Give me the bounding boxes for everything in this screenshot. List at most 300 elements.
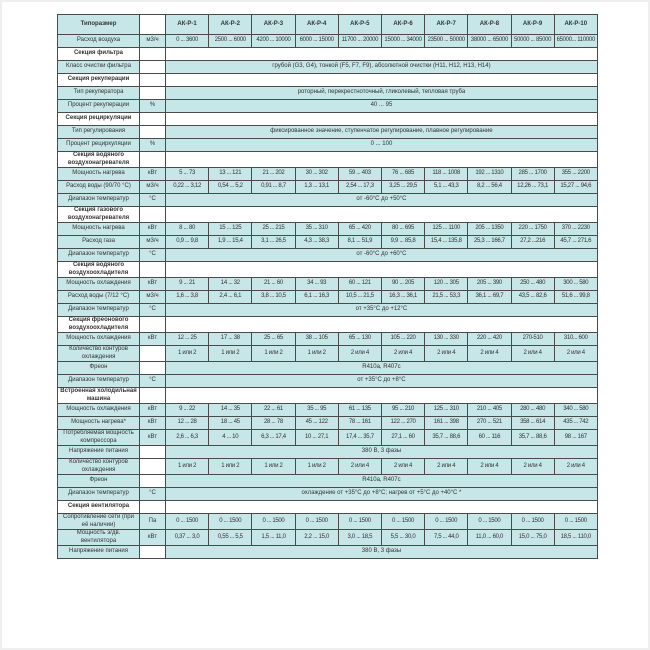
row-value: 161 ... 398 [425, 417, 468, 430]
row-value: 7,5 ... 44,0 [425, 530, 468, 546]
row-label: Процент рекуперации [58, 100, 140, 113]
row-value: 0 ... 1500 [425, 514, 468, 530]
row-unit: % [140, 100, 166, 113]
row-unit: кВт [140, 278, 166, 291]
table-row [58, 100, 598, 113]
row-value: 2,54 ... 17,3 [338, 181, 381, 194]
model-column-header: АК-Р-7 [425, 15, 468, 35]
row-unit: °С [140, 194, 166, 207]
row-value: 2 или 4 [425, 346, 468, 362]
row-value: 25 ... 65 [252, 333, 295, 346]
row-unit [140, 262, 166, 278]
row-value: 130 ... 330 [425, 333, 468, 346]
row-value: 205 ... 1350 [468, 223, 511, 236]
row-value: 35,7 ... 88,6 [511, 430, 554, 446]
row-span-value: 380 В, 3 фазы [166, 546, 598, 559]
row-value: 2 или 4 [381, 459, 424, 475]
spec-table [57, 14, 598, 559]
row-value: 45 ... 122 [295, 417, 338, 430]
row-span-value: 380 В, 3 фазы [166, 446, 598, 459]
row-value: 2 или 4 [425, 459, 468, 475]
row-value: 18 ... 45 [209, 417, 252, 430]
row-unit [140, 113, 166, 126]
table-row [58, 194, 598, 207]
section-row [58, 74, 598, 87]
row-unit: °С [140, 488, 166, 501]
row-value: 30 ... 302 [295, 168, 338, 181]
row-value: 8,2 ... 56,4 [468, 181, 511, 194]
row-value: 0 ... 1500 [166, 514, 209, 530]
row-span-value: R410a, R407c [166, 362, 598, 375]
table-row [58, 333, 598, 346]
row-value: 23500 ... 50000 [425, 35, 468, 48]
row-value: 270-510 [511, 333, 554, 346]
row-value: 340 ... 580 [554, 404, 597, 417]
section-row [58, 388, 598, 404]
row-value: 192 ... 1310 [468, 168, 511, 181]
row-label: Диапазон температур [58, 304, 140, 317]
row-unit [140, 74, 166, 87]
row-label: Класс очистки фильтра [58, 61, 140, 74]
row-value: 21,5 ... 53,3 [425, 291, 468, 304]
row-unit [140, 61, 166, 74]
table-row [58, 514, 598, 530]
table-row [58, 446, 598, 459]
row-label: Фреон [58, 475, 140, 488]
row-value: 0,55 ... 5,5 [209, 530, 252, 546]
row-value: 3,8 ... 10,5 [252, 291, 295, 304]
row-span-value: фиксированное значение, ступенчатое регулирование, плавное регулирование [166, 126, 598, 139]
row-label: Встроенная холодильная машина [58, 388, 140, 404]
row-value: 59 ... 403 [338, 168, 381, 181]
section-row [58, 501, 598, 514]
model-column-header: АК-Р-1 [166, 15, 209, 35]
table-row [58, 61, 598, 74]
row-span-value: от +35°С до +12°С [166, 304, 598, 317]
row-label: Расход воды (90/70 °С) [58, 181, 140, 194]
row-value: 220 ... 420 [468, 333, 511, 346]
row-unit [140, 152, 166, 168]
section-empty-cell [166, 501, 598, 514]
row-value: 205 ... 390 [468, 278, 511, 291]
table-row [58, 362, 598, 375]
table-row [58, 459, 598, 475]
row-value: 125 ... 1100 [425, 223, 468, 236]
row-value: 15 ... 125 [209, 223, 252, 236]
row-unit: кВт [140, 223, 166, 236]
row-value: 50000 ... 85000 [511, 35, 554, 48]
row-label: Количество контуров охлаждения [58, 346, 140, 362]
row-unit [140, 362, 166, 375]
row-value: 2,4 ... 6,1 [209, 291, 252, 304]
row-value: 9,9 ... 85,8 [381, 236, 424, 249]
row-label: Диапазон температур [58, 194, 140, 207]
row-label: Мощность нагрева* [58, 417, 140, 430]
header-row [58, 15, 598, 35]
row-span-value: от -60°С до +50°С [166, 194, 598, 207]
row-value: 16,3 ... 36,1 [381, 291, 424, 304]
table-row [58, 417, 598, 430]
section-empty-cell [166, 388, 598, 404]
table-row [58, 278, 598, 291]
table-row [58, 126, 598, 139]
row-value: 355 ... 2200 [554, 168, 597, 181]
row-value: 4200 ... 10000 [252, 35, 295, 48]
row-value: 25,3 ... 166,7 [468, 236, 511, 249]
row-value: 10 ... 27,1 [295, 430, 338, 446]
row-label: Напряжение питания [58, 546, 140, 559]
row-span-value: 0 ... 100 [166, 139, 598, 152]
row-value: 60 ... 116 [468, 430, 511, 446]
row-value: 2 или 4 [511, 346, 554, 362]
row-span-value: 40 ... 95 [166, 100, 598, 113]
row-unit [140, 388, 166, 404]
row-value: 2 или 4 [554, 459, 597, 475]
row-value: 0,37 ... 3,0 [166, 530, 209, 546]
row-value: 35,7 ... 88,6 [425, 430, 468, 446]
row-value: 95 ... 210 [381, 404, 424, 417]
row-value: 17,4 ... 35,7 [338, 430, 381, 446]
table-row [58, 475, 598, 488]
row-value: 2500 ... 6000 [209, 35, 252, 48]
row-value: 45,7 ... 271,6 [554, 236, 597, 249]
row-value: 210 ... 405 [468, 404, 511, 417]
row-value: 3,0 ... 18,5 [338, 530, 381, 546]
row-value: 43,5 ... 82,6 [511, 291, 554, 304]
row-span-value: охлаждение от +35°С до +8°С; нагрев от +5°С до +40°С * [166, 488, 598, 501]
row-value: 3,25 ... 29,5 [381, 181, 424, 194]
model-column-header: АК-Р-6 [381, 15, 424, 35]
row-unit [140, 126, 166, 139]
row-value: 27,1 ... 60 [381, 430, 424, 446]
row-value: 76 ... 685 [381, 168, 424, 181]
row-value: 12 ... 25 [166, 333, 209, 346]
row-value: 435 ... 742 [554, 417, 597, 430]
row-value: 1 или 2 [252, 346, 295, 362]
row-value: 51,6 ... 99,8 [554, 291, 597, 304]
row-unit [140, 346, 166, 362]
row-span-value: от +35°С до +8°С [166, 375, 598, 388]
table-row [58, 168, 598, 181]
row-label: Количество контуров охлаждения [58, 459, 140, 475]
row-value: 15,27 ... 94,6 [554, 181, 597, 194]
row-label: Мощность охлаждения [58, 333, 140, 346]
row-value: 0,91 ... 8,7 [252, 181, 295, 194]
row-unit: Па [140, 514, 166, 530]
row-label: Мощность нагрева [58, 223, 140, 236]
row-label: Секция фреонового воздухоохладителя [58, 317, 140, 333]
table-row [58, 223, 598, 236]
row-label: Секция газового воздухонагревателя [58, 207, 140, 223]
row-unit: м3/ч [140, 181, 166, 194]
row-value: 38 ... 105 [295, 333, 338, 346]
row-value: 1 или 2 [166, 459, 209, 475]
model-column-header: АК-Р-10 [554, 15, 597, 35]
row-value: 0 ... 1500 [381, 514, 424, 530]
section-empty-cell [166, 152, 598, 168]
row-label: Напряжение питания [58, 446, 140, 459]
table-row [58, 249, 598, 262]
row-value: 1 или 2 [252, 459, 295, 475]
row-value: 78 ... 161 [338, 417, 381, 430]
row-unit: °С [140, 375, 166, 388]
row-label: Секция фильтра [58, 48, 140, 61]
row-span-value: роторный, перекрестноточный, гликолевый, тепловая труба [166, 87, 598, 100]
table-row [58, 375, 598, 388]
row-unit: кВт [140, 333, 166, 346]
row-value: 0 ... 1500 [295, 514, 338, 530]
row-unit [140, 459, 166, 475]
row-value: 14 ... 35 [209, 404, 252, 417]
row-value: 2,2 ... 15,0 [295, 530, 338, 546]
row-unit: кВт [140, 530, 166, 546]
row-value: 4,3 ... 38,3 [295, 236, 338, 249]
row-value: 15,4 ... 135,8 [425, 236, 468, 249]
table-row [58, 546, 598, 559]
model-column-header: АК-Р-4 [295, 15, 338, 35]
section-empty-cell [166, 207, 598, 223]
section-row [58, 113, 598, 126]
row-label: Мощность э/дв. вентилятора [58, 530, 140, 546]
row-value: 1,3 ... 13,1 [295, 181, 338, 194]
row-value: 310... 600 [554, 333, 597, 346]
row-value: 1,9 ... 15,4 [209, 236, 252, 249]
row-value: 65 ... 420 [338, 223, 381, 236]
row-unit [140, 501, 166, 514]
row-label: Процент рециркуляции [58, 139, 140, 152]
row-value: 250 ... 480 [511, 278, 554, 291]
row-value: 300 ... 580 [554, 278, 597, 291]
row-label: Мощность нагрева [58, 168, 140, 181]
table-row [58, 530, 598, 546]
row-value: 15000 ... 34000 [381, 35, 424, 48]
row-value: 2 или 4 [338, 346, 381, 362]
row-value: 358 ... 614 [511, 417, 554, 430]
row-unit [140, 87, 166, 100]
row-value: 13 ... 121 [209, 168, 252, 181]
row-label: Секция водяного воздухоохладителя [58, 262, 140, 278]
section-empty-cell [166, 74, 598, 87]
section-row [58, 48, 598, 61]
row-span-value: грубой (G3, G4), тонкой (F5, F7, F9), абсолютной очистки (H11, H12, H13, H14) [166, 61, 598, 74]
table-row [58, 87, 598, 100]
row-span-value: от -60°С до +60°С [166, 249, 598, 262]
row-value: 118 ... 1008 [425, 168, 468, 181]
model-column-header: АК-Р-8 [468, 15, 511, 35]
model-column-header: АК-Р-5 [338, 15, 381, 35]
row-unit [140, 48, 166, 61]
row-value: 98 ... 167 [554, 430, 597, 446]
row-unit: кВт [140, 168, 166, 181]
row-value: 12,26 ... 73,1 [511, 181, 554, 194]
table-row [58, 488, 598, 501]
row-value: 122 ... 270 [381, 417, 424, 430]
row-unit [140, 546, 166, 559]
row-label: Секция вентилятора [58, 501, 140, 514]
row-label: Потребляемая мощность компрессора [58, 430, 140, 446]
table-title-cell: Типоразмер [58, 15, 140, 35]
row-value: 36,1 ... 69,7 [468, 291, 511, 304]
row-value: 2 или 4 [468, 346, 511, 362]
row-value: 18,5 ... 110,0 [554, 530, 597, 546]
row-unit: кВт [140, 417, 166, 430]
row-value: 1 или 2 [295, 459, 338, 475]
row-value: 2,6 ... 6,3 [166, 430, 209, 446]
row-value: 9 ... 22 [166, 404, 209, 417]
row-value: 11,0 ... 60,0 [468, 530, 511, 546]
row-unit [140, 475, 166, 488]
row-value: 285 ... 1700 [511, 168, 554, 181]
header-unit-cell [140, 15, 166, 35]
row-value: 125 ... 310 [425, 404, 468, 417]
row-value: 280 ... 480 [511, 404, 554, 417]
row-value: 0 ... 1500 [554, 514, 597, 530]
row-value: 35 ... 310 [295, 223, 338, 236]
row-value: 1 или 2 [209, 459, 252, 475]
row-value: 1 или 2 [295, 346, 338, 362]
row-value: 90 ... 205 [381, 278, 424, 291]
row-value: 2 или 4 [468, 459, 511, 475]
section-row [58, 317, 598, 333]
row-value: 8 ... 80 [166, 223, 209, 236]
row-unit: м3/ч [140, 236, 166, 249]
table-row [58, 304, 598, 317]
row-value: 65000... 110000 [554, 35, 597, 48]
row-value: 5,1 ... 43,3 [425, 181, 468, 194]
row-unit: кВт [140, 430, 166, 446]
row-value: 5,5 ... 30,0 [381, 530, 424, 546]
row-value: 25 ... 215 [252, 223, 295, 236]
row-value: 5 ... 73 [166, 168, 209, 181]
row-value: 1 или 2 [209, 346, 252, 362]
row-label: Диапазон температур [58, 375, 140, 388]
row-label: Диапазон температур [58, 249, 140, 262]
table-row [58, 430, 598, 446]
row-label: Диапазон температур [58, 488, 140, 501]
row-value: 11700 ... 20000 [338, 35, 381, 48]
row-unit: м3/ч [140, 291, 166, 304]
table-row [58, 181, 598, 194]
row-value: 1,5 ... 11,0 [252, 530, 295, 546]
row-label: Расход газа [58, 236, 140, 249]
row-value: 0,9 ... 9,8 [166, 236, 209, 249]
row-value: 2 или 4 [554, 346, 597, 362]
section-empty-cell [166, 317, 598, 333]
row-value: 0 ... 1500 [511, 514, 554, 530]
row-value: 28 ... 78 [252, 417, 295, 430]
row-label: Фреон [58, 362, 140, 375]
row-value: 0 ... 1500 [468, 514, 511, 530]
row-value: 0 ... 1500 [209, 514, 252, 530]
row-label: Сопротивление сети (при её наличии) [58, 514, 140, 530]
row-value: 1,6 ... 3,8 [166, 291, 209, 304]
table-row [58, 404, 598, 417]
row-value: 17 ... 38 [209, 333, 252, 346]
table-row [58, 236, 598, 249]
row-value: 0 ... 1500 [252, 514, 295, 530]
row-label: Секция рециркуляции [58, 113, 140, 126]
row-value: 65 ... 130 [338, 333, 381, 346]
row-value: 22 ... 61 [252, 404, 295, 417]
section-empty-cell [166, 48, 598, 61]
row-value: 10,5 ... 21,5 [338, 291, 381, 304]
row-value: 80 ... 695 [381, 223, 424, 236]
model-column-header: АК-Р-9 [511, 15, 554, 35]
row-value: 270 ... 521 [468, 417, 511, 430]
table-row [58, 346, 598, 362]
section-row [58, 262, 598, 278]
row-value: 0,54 ... 5,2 [209, 181, 252, 194]
model-column-header: АК-Р-3 [252, 15, 295, 35]
row-value: 6000 ... 15000 [295, 35, 338, 48]
row-value: 60 ... 121 [338, 278, 381, 291]
row-value: 2 или 4 [338, 459, 381, 475]
row-unit [140, 207, 166, 223]
row-value: 8,1 ... 51,9 [338, 236, 381, 249]
row-label: Расход воздуха [58, 35, 140, 48]
section-row [58, 152, 598, 168]
row-label: Мощность охлаждения [58, 404, 140, 417]
table-row [58, 291, 598, 304]
row-value: 0 ... 3600 [166, 35, 209, 48]
table-body [58, 35, 598, 559]
row-unit: % [140, 139, 166, 152]
row-value: 0 ... 1500 [338, 514, 381, 530]
row-unit [140, 446, 166, 459]
row-unit: °С [140, 249, 166, 262]
row-value: 0,22 ... 3,12 [166, 181, 209, 194]
row-value: 4 ... 10 [209, 430, 252, 446]
row-unit [140, 317, 166, 333]
row-value: 370 ... 2230 [554, 223, 597, 236]
table-row [58, 139, 598, 152]
row-unit: °С [140, 304, 166, 317]
row-label: Тип регулирования [58, 126, 140, 139]
row-value: 3,1 ... 26,5 [252, 236, 295, 249]
row-value: 120 ... 305 [425, 278, 468, 291]
section-row [58, 207, 598, 223]
row-value: 61 ... 135 [338, 404, 381, 417]
row-value: 12 ... 28 [166, 417, 209, 430]
row-value: 2 или 4 [511, 459, 554, 475]
row-value: 6,3 ... 17,4 [252, 430, 295, 446]
row-value: 6,1 ... 16,3 [295, 291, 338, 304]
section-empty-cell [166, 262, 598, 278]
row-value: 34 ... 93 [295, 278, 338, 291]
row-value: 21 ... 202 [252, 168, 295, 181]
row-value: 15,0 ... 75,0 [511, 530, 554, 546]
row-value: 105 ... 220 [381, 333, 424, 346]
row-label: Тип рекуператора [58, 87, 140, 100]
row-value: 220 ... 1750 [511, 223, 554, 236]
row-unit: м3/ч [140, 35, 166, 48]
row-label: Секция водяного воздухонагревателя [58, 152, 140, 168]
row-label: Мощность охлаждения [58, 278, 140, 291]
row-value: 38000 ... 65000 [468, 35, 511, 48]
row-value: 1 или 2 [166, 346, 209, 362]
row-value: 2 или 4 [381, 346, 424, 362]
row-value: 14 ... 32 [209, 278, 252, 291]
row-label: Секция рекуперации [58, 74, 140, 87]
row-label: Расход воды (7/12 °С) [58, 291, 140, 304]
table-row [58, 35, 598, 48]
row-value: 35 ... 95 [295, 404, 338, 417]
row-value: 27,2 ...216 [511, 236, 554, 249]
row-value: 21 ... 60 [252, 278, 295, 291]
row-value: 9 ... 21 [166, 278, 209, 291]
row-unit: кВт [140, 404, 166, 417]
row-span-value: R410a, R407c [166, 475, 598, 488]
